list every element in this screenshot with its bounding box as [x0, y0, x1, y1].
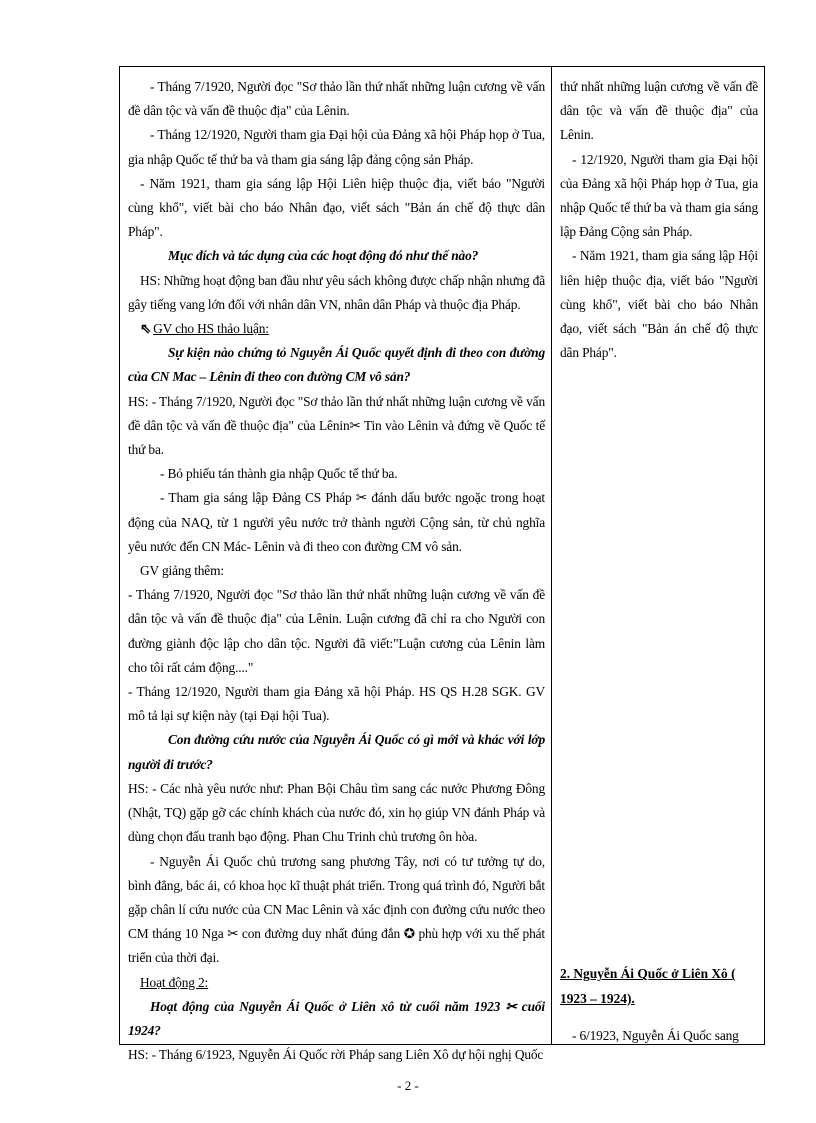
arrow-icon: ⇖	[140, 321, 152, 337]
answer: - Bỏ phiếu tán thành gia nhập Quốc tế thứ ba.	[160, 466, 398, 482]
section-heading: 2. Nguyễn Ái Quốc ở Liên Xô ( 1923 – 1924).	[560, 966, 736, 1006]
paragraph: - 12/1920, Người tham gia Đại hội của Đảng xã hội Pháp họp ở Tua, gia nhập Quốc tế thứ ba và tham gia sáng lập Đảng Cộng sản Pháp.	[560, 151, 758, 240]
content-table	[119, 66, 765, 1063]
paragraph: - Tháng 12/1920, Người tham gia Đại hội của Đảng xã hội Pháp họp ở Tua, gia nhập Quốc tế thứ ba và tham gia sáng lập đảng cộng sản Pháp.	[128, 127, 545, 167]
question: Hoạt động của Nguyễn Ái Quốc ở Liên xô từ cuối năm 1923 ✂ cuối 1924?	[128, 998, 545, 1038]
answer: HS: - Các nhà yêu nước như: Phan Bội Châu tìm sang các nước Phương Đông (Nhật, TQ) gặp gỡ các chính khách của nước đó, xin họ giúp VN đánh Pháp và dùng chọn đấu tranh bạo động. Phan Chu Trinh chủ trương ôn hòa.	[128, 780, 545, 845]
section-block	[560, 949, 758, 1048]
paragraph: - Tháng 7/1920, Người đọc "Sơ thảo lần thứ nhất những luận cương về vấn đề dân tộc và vấn đề thuộc địa" của Lênin. Luận cương đã chỉ ra cho Người con đường giành độc lập cho dân tộc. Người đã viết:"Luận cương của Lênin làm cho tôi rất cảm động...."	[128, 587, 545, 675]
left-column	[120, 67, 552, 1063]
gv-note: GV giảng thêm:	[140, 563, 224, 579]
gv-label: GV cho HS thảo luận:	[153, 321, 269, 337]
page-number: - 2 -	[397, 1078, 419, 1093]
paragraph: thứ nhất những luận cương về vấn đề dân tộc và vấn đề thuộc địa" của Lênin.	[560, 79, 758, 143]
gv-note	[128, 317, 545, 341]
activity-heading: Hoạt động 2:	[140, 974, 209, 990]
answer: - Tham gia sáng lập Đảng CS Pháp ✂ đánh dấu bước ngoặc trong hoạt động của NAQ, từ 1 người yêu nước trở thành người Cộng sản, từ chủ nghĩa yêu nước đến CN Mác- Lênin và đi theo con đường CM vô sản.	[128, 490, 545, 554]
paragraph: - 6/1923, Nguyễn Ái Quốc sang	[572, 1028, 739, 1044]
paragraph: - Tháng 12/1920, Người tham gia Đảng xã hội Pháp. HS QS H.28 SGK. GV mô tả lại sự kiện này (tại Đại hội Tua).	[128, 684, 545, 724]
answer: HS: - Tháng 6/1923, Nguyễn Ái Quốc rời Pháp sang Liên Xô dự hội nghị Quốc	[128, 1047, 544, 1063]
answer: HS: Những hoạt động ban đầu như yêu sách không được chấp nhận nhưng đã gây tiếng vang lớn đối với nhân dân VN, nhân dân Pháp và thuộc địa Pháp.	[128, 272, 545, 312]
answer: HS: - Tháng 7/1920, Người đọc "Sơ thảo lần thứ nhất những luận cương về vấn đề dân tộc và vấn đề thuộc địa" của Lênin✂ Tin vào Lênin và đứng về Quốc tế thứ ba.	[128, 393, 545, 458]
question: Mục đích và tác dụng của các hoạt động đó như thế nào?	[168, 248, 479, 264]
question: Sự kiện nào chứng tỏ Nguyễn Ái Quốc quyết định đi theo con đường của CN Mac – Lênin đi theo con đường CM vô sản?	[128, 345, 545, 385]
paragraph: - Năm 1921, tham gia sáng lập Hội liên hiệp thuộc địa, viết báo "Người cùng khổ", viết bài cho báo Nhân đạo, viết sách "Bản án chế độ thực dân Pháp".	[560, 248, 758, 361]
answer: - Nguyễn Ái Quốc chủ trương sang phương Tây, nơi có tư tưởng tự do, bình đẳng, bác ái, có khoa học kĩ thuật phát triển. Trong quá trình đó, Người bắt gặp chân lí cứu nước của CN Mac Lênin và xác định con đường cứu nước theo CM tháng 10 Nga ✂ con đường duy nhất đúng đắn ✪ phù hợp với xu thế phát triển của thời đại.	[128, 853, 545, 966]
right-column	[552, 67, 764, 1044]
paragraph: - Tháng 7/1920, Người đọc "Sơ thảo lần thứ nhất những luận cương về vấn đề dân tộc và vấn đề thuộc địa" của Lênin.	[128, 79, 545, 119]
paragraph: - Năm 1921, tham gia sáng lập Hội Liên hiệp thuộc địa, viết báo "Người cùng khổ", viết bài cho báo Nhân đạo, viết sách "Bản án chế độ thực dân Pháp".	[128, 175, 545, 240]
question: Con đường cứu nước của Nguyễn Ái Quốc có gì mới và khác với lớp người đi trước?	[128, 732, 545, 772]
